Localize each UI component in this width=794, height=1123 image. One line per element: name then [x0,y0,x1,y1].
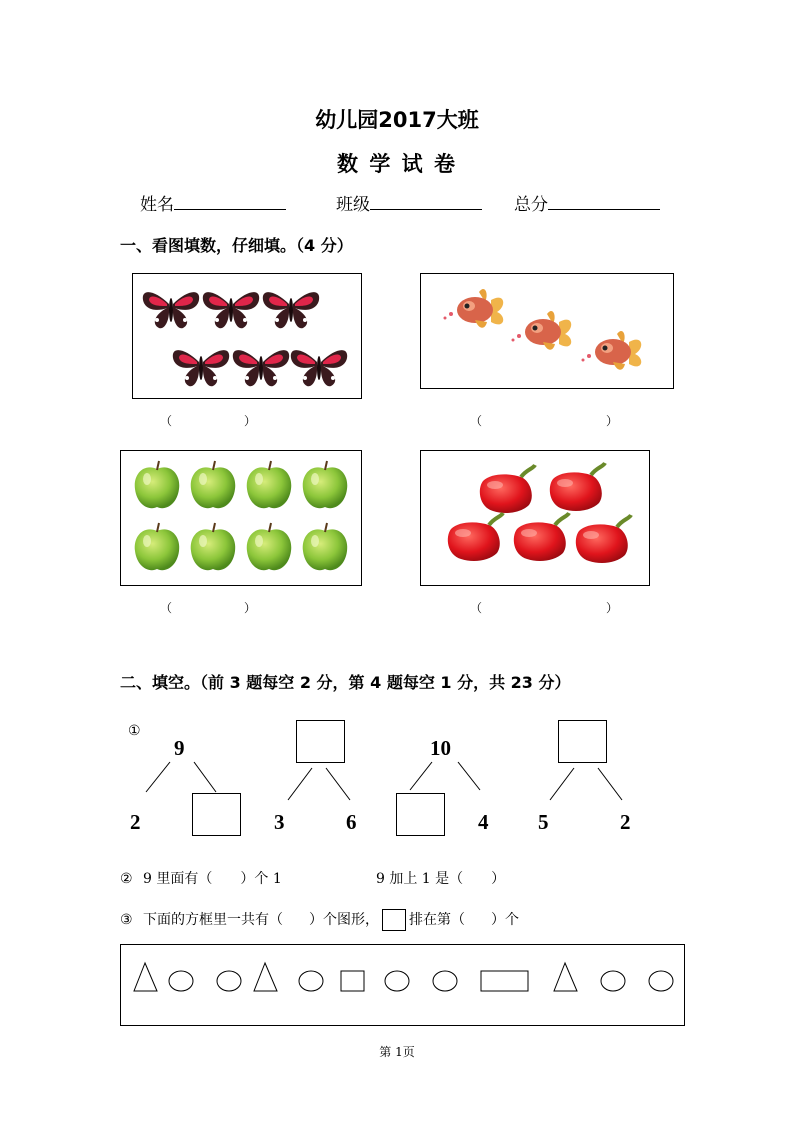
page-number: 第 1页 [379,1045,415,1059]
paren-close: ） [244,414,257,428]
q2a-after: ）个 1 [240,871,282,887]
paren-close: ） [606,601,619,615]
circle-shape [649,971,673,991]
tree2-top-box[interactable] [296,720,345,763]
tree2-right: 6 [346,810,357,834]
tree4-top-box[interactable] [558,720,607,763]
square-shape [341,971,364,991]
page-title: 幼儿园2017大班 [315,108,479,132]
q2-marker: ② [120,871,133,887]
circle-shape [601,971,625,991]
page-subtitle: 数 学 试 卷 [337,152,457,176]
q2a-before: 9 里面有（ [143,871,213,887]
q3-end: ）个 [491,912,520,928]
circle-shape [385,971,409,991]
q2b-before: 9 加上 1 是（ [376,871,464,887]
tree1-right-box[interactable] [192,793,241,836]
tree4-right: 2 [620,810,631,834]
paren-open: （ [470,414,483,428]
q2-row [120,868,282,888]
tree3-right: 4 [478,810,489,834]
q1-marker: ① [128,723,141,739]
tree1-top: 9 [174,736,185,760]
shapes-box [120,944,685,1026]
q3-middle: ）个图形， [309,912,380,928]
q2b-row [376,868,505,888]
triangle-shape [254,963,277,991]
rectangle-shape [481,971,528,991]
paren-open: （ [470,601,483,615]
paren-open: （ [160,414,173,428]
class-label: 班级 [336,195,370,215]
section1-heading: 一、看图填数，仔细填。（4 分） [120,236,353,255]
paren-close: ） [606,414,619,428]
q3-row [120,909,519,931]
circle-shape [299,971,323,991]
q3-square-icon [382,909,406,931]
q3-marker: ③ [120,912,133,928]
tree3-top: 10 [430,736,451,760]
circle-shape [433,971,457,991]
tree3-left-box[interactable] [396,793,445,836]
tree1-left: 2 [130,810,141,834]
q3-after: 排在第（ [409,912,466,928]
triangle-shape [554,963,577,991]
triangle-shape [134,963,157,991]
paren-open: （ [160,601,173,615]
section2-heading: 二、填空。（前 3 题每空 2 分，第 4 题每空 1 分，共 23 分） [120,673,571,692]
score-label: 总分 [514,195,548,215]
circle-shape [169,971,193,991]
name-label: 姓名 [140,195,174,215]
shapes-row [121,945,684,1025]
tree2-left: 3 [274,810,285,834]
tree4-left: 5 [538,810,549,834]
q2b-after: ） [491,871,506,887]
paren-close: ） [244,601,257,615]
q3-before: 下面的方框里一共有（ [143,912,284,928]
circle-shape [217,971,241,991]
